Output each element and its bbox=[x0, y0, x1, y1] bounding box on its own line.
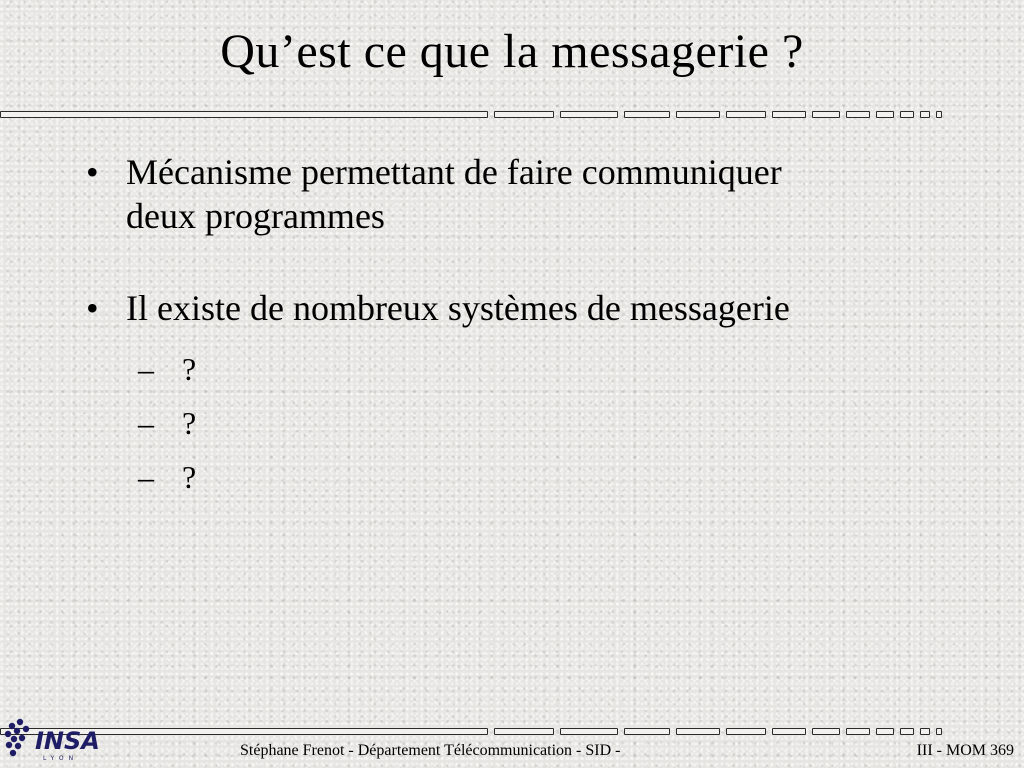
sub-bullet-item bbox=[138, 396, 804, 450]
sub-bullet-item bbox=[138, 450, 804, 504]
sub-bullet-item bbox=[138, 342, 804, 396]
bullet-text: Mécanisme permettant de faire communiquer deux programmes bbox=[126, 152, 782, 236]
dash-marker: – bbox=[138, 351, 154, 387]
logo-subtitle: LYON bbox=[43, 755, 79, 762]
sub-bullet-list bbox=[126, 342, 804, 504]
dash-marker: – bbox=[138, 405, 154, 441]
bullet-text: Il existe de nombreux systèmes de messagerie bbox=[126, 288, 790, 328]
bullet-item bbox=[84, 150, 804, 238]
sub-bullet-text: ? bbox=[182, 405, 197, 441]
bullet-list bbox=[84, 150, 804, 552]
top-divider bbox=[0, 107, 945, 121]
bullet-item bbox=[84, 286, 804, 504]
slide-title: Qu’est ce que la messagerie ? bbox=[220, 25, 804, 78]
dash-marker: – bbox=[138, 459, 154, 495]
insa-lyon-logo-icon bbox=[0, 712, 104, 768]
bullet-marker: • bbox=[86, 152, 99, 192]
logo-wordmark: INSA bbox=[35, 727, 100, 755]
bullet-marker: • bbox=[86, 288, 99, 328]
sub-bullet-text: ? bbox=[182, 351, 197, 387]
footer-author: Stéphane Frenot - Département Télécommunication - SID - bbox=[240, 742, 621, 759]
bottom-divider bbox=[0, 724, 945, 738]
sub-bullet-text: ? bbox=[182, 459, 197, 495]
footer-page-ref: III - MOM 369 bbox=[916, 742, 1014, 759]
